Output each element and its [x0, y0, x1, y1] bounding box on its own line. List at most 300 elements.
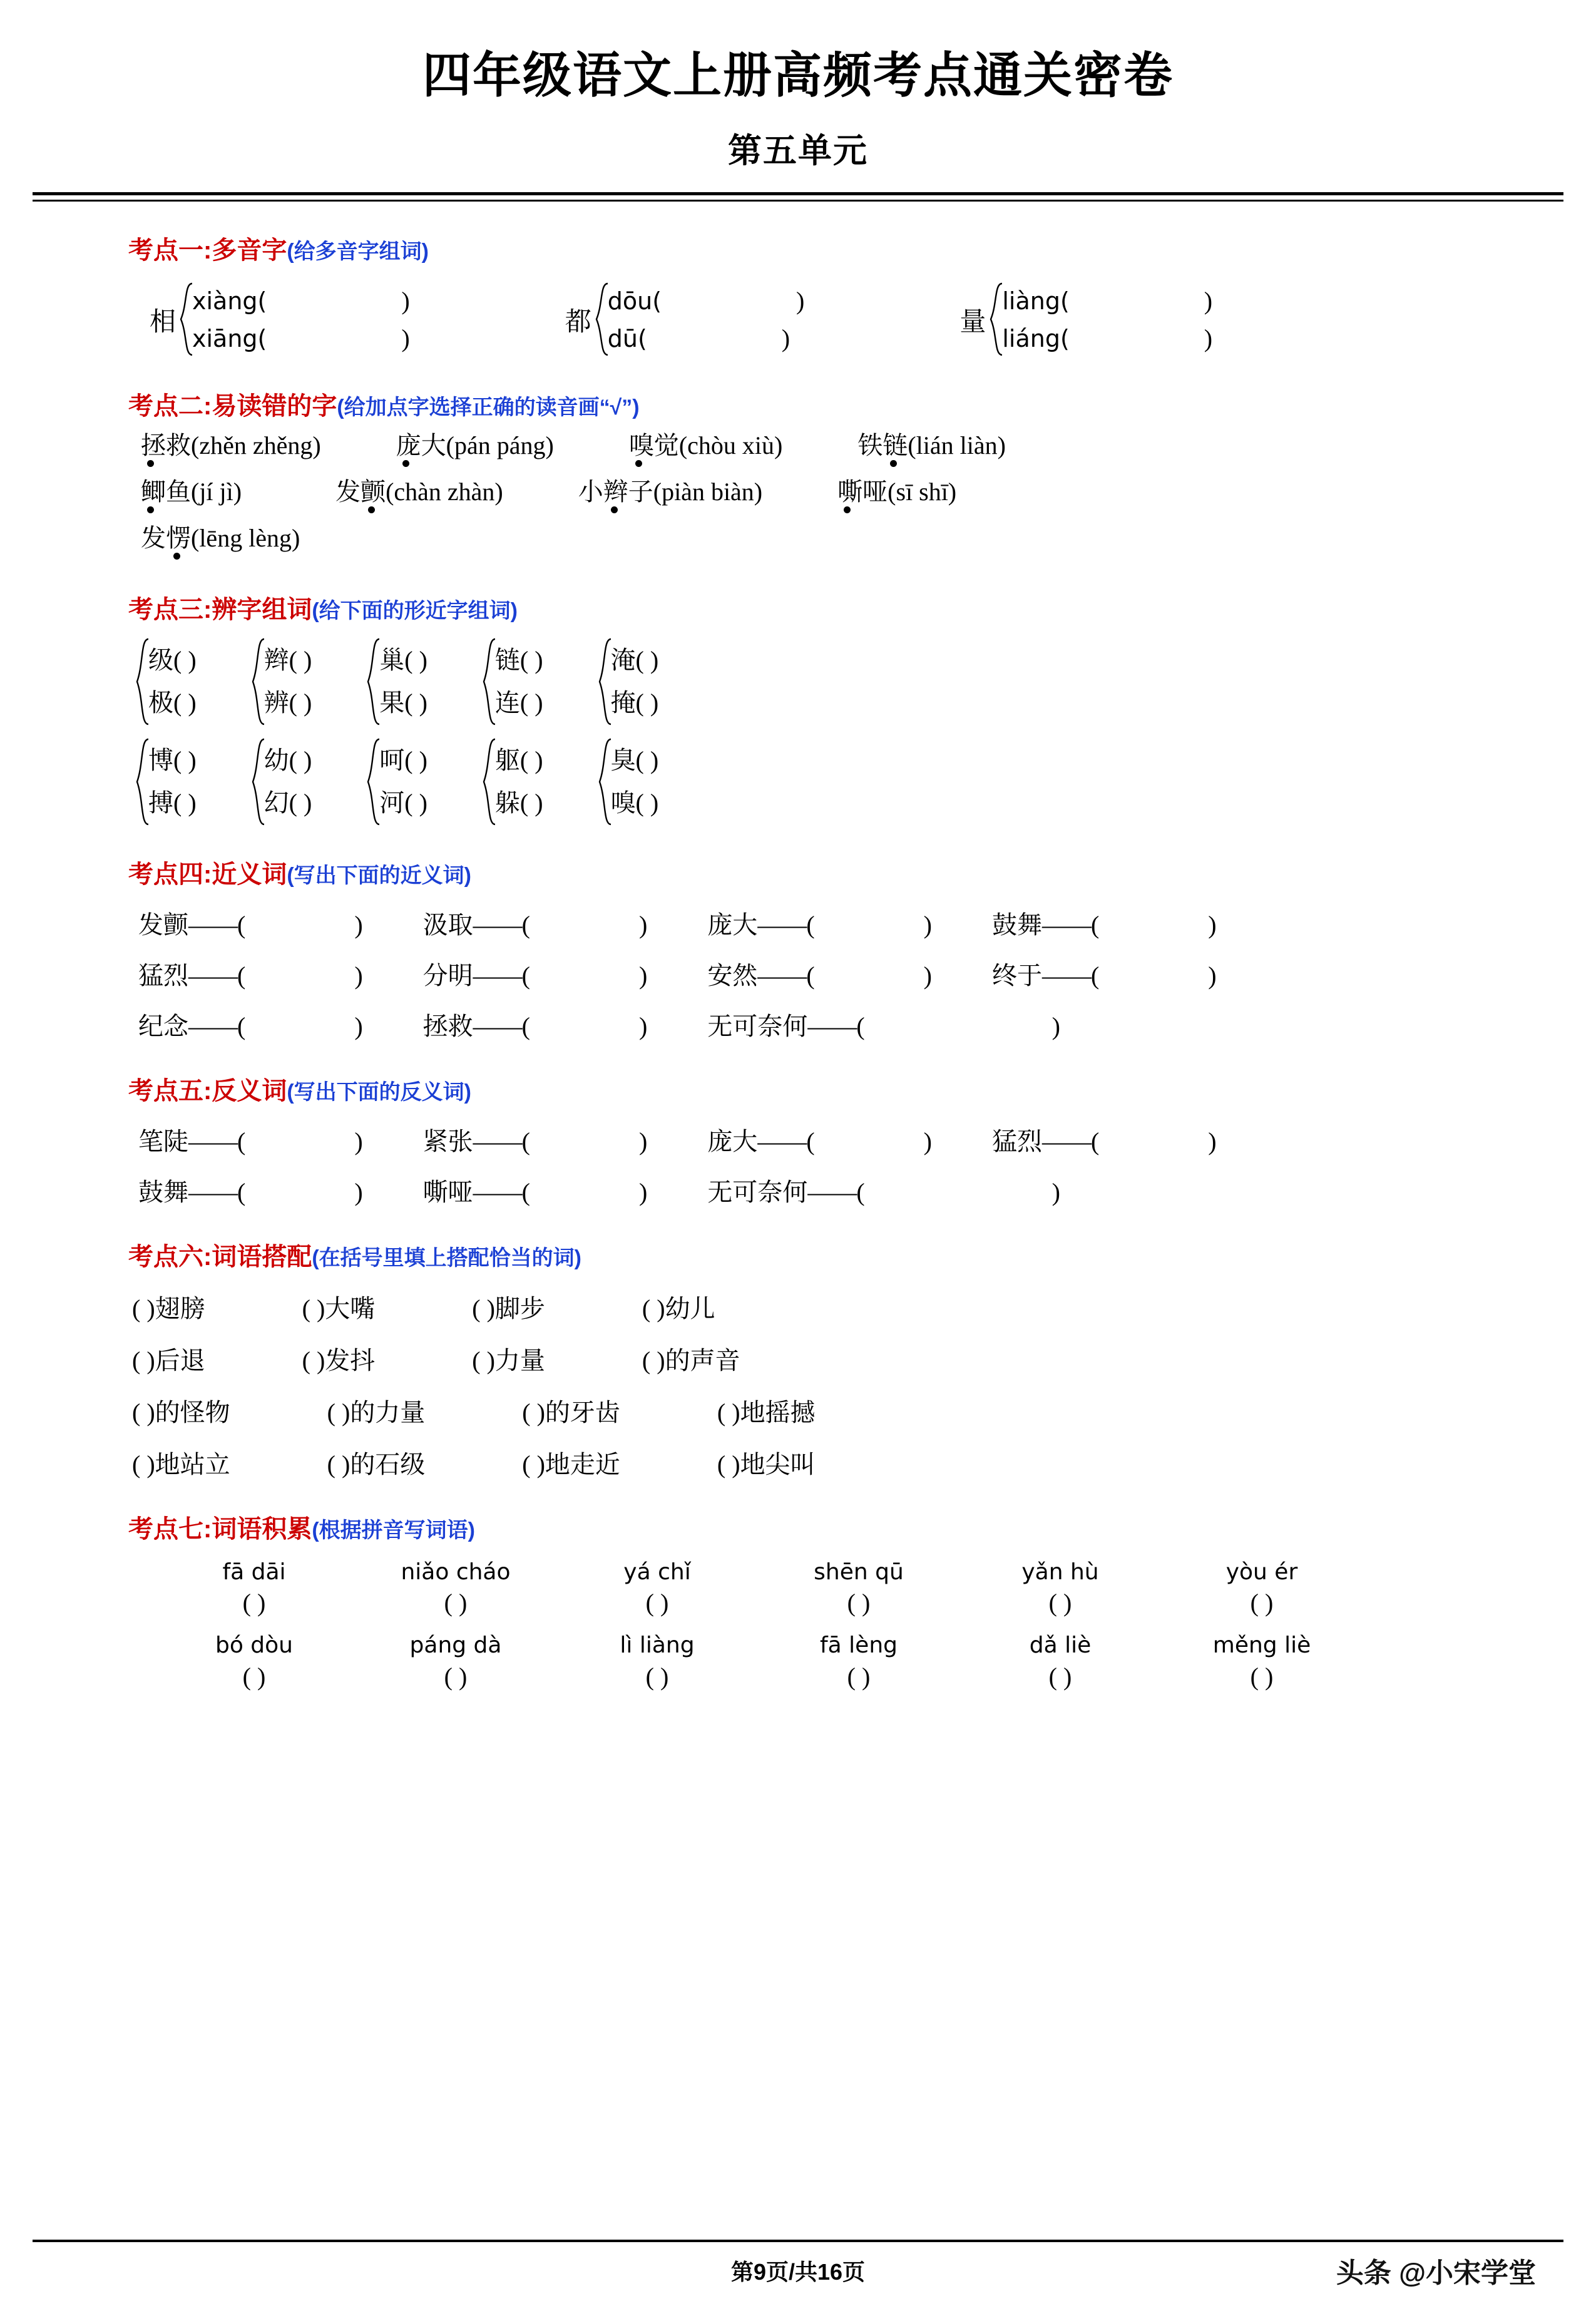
collocation-item[interactable] [472, 1341, 545, 1376]
collocation-word: 的石级 [350, 1450, 426, 1479]
pinyin-label: dōu( [607, 287, 662, 315]
section-3-hint: (给下面的形近字组词) [312, 599, 518, 623]
fanyici-rows [128, 1122, 1528, 1208]
emphasis-dot-icon [147, 506, 154, 513]
term-word: 发颤 [138, 911, 188, 940]
yiducuo-item[interactable] [141, 479, 242, 515]
answer-blank[interactable]: ) [638, 911, 648, 940]
bianzi-line-bottom[interactable]: 连( ) [494, 689, 543, 717]
answer-blank[interactable]: ( ) [847, 1589, 871, 1617]
curly-brace [597, 738, 611, 826]
emphasis-dot-icon [635, 460, 642, 467]
section-2-header [128, 386, 1528, 422]
bianzi-line-top[interactable]: 淹( ) [610, 646, 659, 675]
page-number: 第9页/共16页 [730, 2258, 866, 2285]
duoyinzi-line-top [192, 282, 410, 320]
answer-blank[interactable]: ) [638, 1127, 648, 1156]
collocation-item[interactable] [132, 1393, 230, 1428]
bianzi-line-top[interactable]: 链( ) [494, 646, 543, 675]
bianzi-line-top[interactable]: 博( ) [148, 746, 197, 775]
term-connector: ——( [188, 911, 245, 940]
curly-brace [178, 282, 192, 357]
term-item[interactable] [992, 905, 1217, 941]
yiducuo-word: 发颤 [335, 478, 386, 506]
pinyin-label: liàng( [1002, 287, 1070, 315]
term-connector: ——( [1041, 911, 1099, 940]
collocation-item[interactable] [132, 1445, 230, 1480]
answer-blank[interactable]: ) [1208, 911, 1217, 940]
answer-blank[interactable]: ) [638, 961, 648, 990]
collocation-word: 发抖 [325, 1346, 376, 1375]
term-item[interactable] [423, 1172, 648, 1208]
term-word: 安然 [707, 961, 758, 990]
answer-blank[interactable]: ) [1051, 1012, 1060, 1041]
collocation-word: 地摇撼 [740, 1398, 816, 1427]
ciyu-jilei-rows [153, 1559, 1528, 1691]
title-block [0, 0, 1596, 172]
term-item[interactable] [138, 905, 363, 941]
term-item[interactable] [138, 1007, 363, 1042]
yiducuo-options: (lēng lèng) [191, 524, 300, 553]
curly-brace [250, 738, 264, 826]
yiducuo-options: (jí jì) [191, 478, 242, 506]
duoyinzi-line-top [608, 282, 805, 320]
collocation-item[interactable] [302, 1341, 376, 1376]
answer-blank[interactable]: ( ) [645, 1589, 669, 1617]
pinyin-label: xiāng( [192, 325, 267, 353]
collocation-item[interactable] [717, 1445, 816, 1480]
pinyin-row [153, 1632, 1528, 1659]
term-connector: ——( [473, 1178, 529, 1207]
answer-blank[interactable]: ( ) [132, 1450, 155, 1479]
yiducuo-options: (lián liàn) [908, 431, 1006, 460]
collocation-item[interactable] [132, 1289, 205, 1325]
collocation-item[interactable] [522, 1393, 620, 1428]
term-item[interactable] [423, 1007, 648, 1042]
bianzi-pair-group [135, 738, 197, 826]
curly-brace [135, 738, 148, 826]
answer-blank[interactable]: ) [1208, 1127, 1217, 1156]
term-item[interactable] [707, 956, 932, 991]
bianzi-line-bottom[interactable]: 辨( ) [263, 689, 312, 717]
pinyin-label: bó dòu [215, 1632, 293, 1659]
collocation-word: 地走近 [545, 1450, 620, 1479]
section-2-label: 考点二:易读错的字 [128, 392, 337, 421]
answer-blank[interactable]: ( ) [1048, 1589, 1072, 1617]
term-row [138, 956, 1528, 991]
collocation-word: 的怪物 [155, 1398, 230, 1427]
yiducuo-options: (zhěn zhěng) [191, 431, 321, 460]
term-connector: ——( [1041, 1127, 1099, 1156]
curly-brace [597, 638, 611, 725]
bianzi-pair-group [481, 738, 543, 826]
term-word: 庞大 [707, 1127, 758, 1156]
term-word: 猛烈 [138, 961, 188, 990]
yiducuo-item[interactable] [857, 433, 1006, 468]
bianzi-line-top[interactable]: 巢( ) [379, 646, 427, 675]
yiducuo-word: 嘶哑 [837, 478, 888, 506]
yiducuo-item[interactable] [837, 479, 956, 515]
term-connector: ——( [757, 1127, 814, 1156]
collocation-word: 后退 [155, 1346, 205, 1375]
bianzi-line-bottom[interactable]: 极( ) [148, 689, 197, 717]
bianzi-pair [148, 639, 197, 724]
bianzi-pair [379, 739, 427, 824]
curly-brace [481, 738, 495, 826]
answer-blank[interactable]: ( ) [472, 1346, 495, 1375]
collocation-item[interactable] [717, 1393, 816, 1428]
collocation-row [132, 1341, 1528, 1376]
answer-blank[interactable]: ) [1208, 961, 1217, 990]
term-row [138, 905, 1528, 941]
answer-blank[interactable]: ) [1051, 1178, 1060, 1207]
emphasis-dot-icon [890, 460, 897, 467]
duoyinzi-group [150, 282, 410, 357]
collocation-word: 的力量 [350, 1398, 426, 1427]
answer-blank[interactable]: ) [638, 1012, 648, 1041]
collocation-item[interactable] [522, 1445, 620, 1480]
term-connector: ——( [757, 911, 814, 940]
collocation-item[interactable] [642, 1289, 715, 1325]
answer-blank[interactable]: ( ) [717, 1450, 740, 1479]
answer-blank[interactable]: ) [781, 324, 790, 353]
answer-blank[interactable]: ( ) [132, 1398, 155, 1427]
bianzi-line-top[interactable]: 级( ) [148, 646, 197, 675]
answer-blank[interactable]: ( ) [132, 1346, 155, 1375]
term-connector: ——( [473, 1127, 529, 1156]
yiducuo-word: 庞大 [396, 431, 446, 460]
term-word: 猛烈 [991, 1127, 1042, 1156]
answer-blank[interactable]: ( ) [242, 1589, 266, 1617]
section-6-hint: (在括号里填上搭配恰当的词) [312, 1246, 581, 1271]
answer-blank[interactable]: ) [923, 1127, 932, 1156]
term-word: 终于 [991, 961, 1042, 990]
answer-blank[interactable]: ( ) [302, 1346, 325, 1375]
curly-brace-icon [594, 282, 610, 356]
section-2-hint: (给加点字选择正确的读音画“√”) [337, 396, 640, 420]
duoyinzi-character: 都 [565, 308, 591, 337]
bianzi-pair [264, 639, 312, 724]
section-3-header [128, 590, 1528, 625]
term-word: 无可奈何 [707, 1012, 808, 1041]
collocation-item[interactable] [327, 1393, 426, 1428]
pinyin-label: páng dà [409, 1632, 502, 1659]
answer-blank[interactable]: ) [638, 1178, 648, 1207]
term-connector: ——( [473, 961, 529, 990]
collocation-word: 的牙齿 [545, 1398, 620, 1427]
answer-blank[interactable]: ( ) [444, 1662, 468, 1691]
curly-brace-icon [988, 282, 1005, 356]
pinyin-label: shēn qū [814, 1559, 904, 1586]
answer-blank[interactable]: ) [401, 287, 410, 315]
yiducuo-word: 鲫鱼 [141, 478, 191, 506]
curly-brace-icon [366, 738, 382, 826]
answer-blank[interactable]: ) [354, 1012, 363, 1041]
duoyinzi-group [565, 282, 805, 357]
pinyin-label: dǎ liè [1029, 1632, 1092, 1659]
term-item[interactable] [423, 905, 648, 941]
bianzi-pair [611, 639, 659, 724]
term-connector: ——( [807, 1012, 864, 1041]
collocation-item[interactable] [642, 1341, 740, 1376]
term-word: 紧张 [422, 1127, 473, 1156]
yiducuo-word: 嗅觉 [628, 431, 679, 460]
answer-blank[interactable]: ) [354, 911, 363, 940]
collocation-word: 力量 [494, 1346, 545, 1375]
answer-blank[interactable]: ) [1204, 324, 1213, 353]
answer-blank[interactable]: ( ) [327, 1450, 350, 1479]
collocation-word: 翅膀 [155, 1294, 205, 1323]
section-3-label: 考点三:辨字组词 [128, 596, 312, 624]
pinyin-answer-row [153, 1662, 1528, 1692]
answer-blank[interactable]: ( ) [645, 1662, 669, 1691]
answer-blank[interactable]: ( ) [302, 1294, 325, 1323]
term-item[interactable] [138, 1172, 363, 1208]
bianzi-pair-group [597, 638, 659, 725]
emphasis-dot-icon [844, 506, 851, 513]
term-connector: ——( [473, 1012, 529, 1041]
yiducuo-row [141, 433, 1528, 468]
duoyinzi-line-bottom [192, 320, 410, 357]
footer-divider [33, 2240, 1563, 2242]
section-5-label: 考点五:反义词 [128, 1077, 287, 1105]
curly-brace [481, 638, 495, 725]
term-item[interactable] [138, 956, 363, 991]
answer-blank[interactable]: ) [923, 911, 932, 940]
answer-blank[interactable]: ( ) [522, 1398, 545, 1427]
term-word: 无可奈何 [707, 1178, 808, 1207]
bianzi-pair-group [250, 638, 312, 725]
bianzi-pair-group [135, 638, 197, 725]
answer-blank[interactable]: ( ) [642, 1346, 665, 1375]
section-6-header [128, 1237, 1528, 1273]
bianzi-line-top[interactable]: 辫( ) [263, 646, 312, 675]
yiducuo-item[interactable] [335, 479, 503, 515]
term-row [138, 1007, 1528, 1042]
section-1-header [128, 230, 1528, 266]
term-word: 笔陡 [138, 1127, 188, 1156]
answer-blank[interactable]: ) [1204, 287, 1213, 315]
section-6-label: 考点六:词语搭配 [128, 1243, 312, 1271]
answer-blank[interactable]: ( ) [472, 1294, 495, 1323]
term-connector: ——( [188, 961, 245, 990]
answer-blank[interactable]: ( ) [522, 1450, 545, 1479]
answer-blank[interactable]: ( ) [717, 1398, 740, 1427]
yiducuo-item[interactable] [629, 433, 783, 468]
yiducuo-item[interactable] [578, 479, 762, 515]
term-word: 鼓舞 [991, 911, 1042, 940]
answer-blank[interactable]: ( ) [444, 1589, 468, 1617]
curly-brace-icon [597, 638, 613, 725]
answer-blank[interactable]: ) [354, 1178, 363, 1207]
section-4-header [128, 854, 1528, 890]
bianzi-line-top[interactable]: 臭( ) [610, 746, 659, 775]
bianzi-pair [148, 739, 197, 824]
term-row [138, 1122, 1528, 1157]
bianzi-line-bottom[interactable]: 掩( ) [610, 689, 659, 717]
duoyinzi-character: 量 [959, 308, 986, 337]
term-item[interactable] [992, 1122, 1217, 1157]
answer-blank[interactable]: ) [401, 324, 410, 353]
bianzi-pair-group [366, 638, 427, 725]
pinyin-label: měng liè [1212, 1632, 1311, 1659]
term-connector: ——( [188, 1178, 245, 1207]
pinyin-label: yòu ér [1225, 1559, 1298, 1586]
curly-brace-icon [481, 738, 498, 826]
bianzi-pair-group [481, 638, 543, 725]
bianzi-line-bottom[interactable]: 躲( ) [494, 789, 543, 817]
curly-brace-icon [135, 638, 151, 725]
answer-blank[interactable]: ( ) [1048, 1662, 1072, 1691]
pinyin-row [153, 1559, 1528, 1586]
yiducuo-row [141, 479, 1528, 515]
duoyinzi-group-list [150, 282, 1528, 357]
curly-brace [594, 282, 608, 357]
bianzi-pair [495, 739, 543, 824]
term-item[interactable] [707, 905, 932, 941]
page-subtitle: 第五单元 [728, 132, 868, 170]
yiducuo-options: (chòu xiù) [678, 431, 783, 460]
section-7-header [128, 1509, 1528, 1545]
emphasis-dot-icon [173, 553, 180, 560]
term-word: 汲取 [422, 911, 473, 940]
term-item[interactable] [707, 1122, 932, 1157]
curly-brace [366, 738, 379, 826]
yiducuo-word: 发愣 [141, 524, 191, 553]
bianzi-line-bottom[interactable]: 搏( ) [148, 789, 197, 817]
answer-blank[interactable]: ) [354, 1127, 363, 1156]
curly-brace-icon [366, 638, 382, 725]
answer-blank[interactable]: ( ) [642, 1294, 665, 1323]
collocation-item[interactable] [327, 1445, 426, 1480]
duoyinzi-lines [608, 282, 805, 357]
duoyinzi-line-bottom [1002, 320, 1212, 357]
collocation-item[interactable] [472, 1289, 545, 1325]
pinyin-label: fā lèng [820, 1632, 898, 1659]
section-4-label: 考点四:近义词 [128, 861, 287, 889]
collocation-item[interactable] [132, 1341, 205, 1376]
term-connector: ——( [807, 1178, 864, 1207]
yiducuo-word: 铁链 [857, 431, 908, 460]
collocation-word: 的声音 [665, 1346, 740, 1375]
bianzi-line-bottom[interactable]: 河( ) [379, 789, 427, 817]
answer-blank[interactable]: ) [354, 961, 363, 990]
answer-blank[interactable]: ( ) [132, 1294, 155, 1323]
yiducuo-row [141, 526, 1528, 561]
section-4-hint: (写出下面的近义词) [287, 864, 471, 888]
pinyin-label: lì liàng [620, 1632, 695, 1659]
answer-blank[interactable]: ( ) [1250, 1662, 1274, 1691]
answer-blank[interactable]: ( ) [847, 1662, 871, 1691]
curly-brace [988, 282, 1002, 357]
bianzi-pair [495, 639, 543, 724]
bianzi-row [135, 738, 1528, 826]
bianzi-pair [264, 739, 312, 824]
bianzi-pair [379, 639, 427, 724]
term-word: 鼓舞 [138, 1178, 188, 1207]
collocation-row [132, 1393, 1528, 1428]
answer-blank[interactable]: ( ) [242, 1662, 266, 1691]
answer-blank[interactable]: ) [923, 961, 932, 990]
duoyinzi-lines [192, 282, 410, 357]
section-1-label: 考点一:多音字 [128, 237, 287, 265]
bianzi-zuci-grid [128, 638, 1528, 826]
term-item[interactable] [138, 1122, 363, 1157]
collocation-item[interactable] [302, 1289, 376, 1325]
page-title: 四年级语文上册高频考点通关密卷 [422, 48, 1174, 103]
term-item[interactable] [423, 956, 648, 991]
term-item[interactable] [992, 956, 1217, 991]
bianzi-line-bottom[interactable]: 嗅( ) [610, 789, 659, 817]
duoyinzi-group [959, 282, 1212, 357]
curly-brace-icon [250, 738, 267, 826]
bianzi-pair-group [597, 738, 659, 826]
term-word: 庞大 [707, 911, 758, 940]
term-connector: ——( [473, 911, 529, 940]
jinyici-rows [128, 905, 1528, 1042]
answer-blank[interactable]: ( ) [327, 1398, 350, 1427]
term-word: 拯救 [422, 1012, 473, 1041]
bianzi-line-bottom[interactable]: 幻( ) [263, 789, 312, 817]
section-5-header [128, 1071, 1528, 1107]
yiducuo-options: (sī shī) [888, 478, 957, 506]
term-word: 嘶哑 [422, 1178, 473, 1207]
collocation-word: 脚步 [494, 1294, 545, 1323]
emphasis-dot-icon [611, 506, 618, 513]
term-item[interactable] [707, 1007, 1060, 1042]
curly-brace-icon [135, 738, 151, 826]
section-1-hint: (给多音字组词) [287, 240, 429, 264]
curly-brace [250, 638, 264, 725]
bianzi-pair [611, 739, 659, 824]
bianzi-line-top[interactable]: 呵( ) [379, 746, 427, 775]
term-item[interactable] [423, 1122, 648, 1157]
term-word: 纪念 [138, 1012, 188, 1041]
collocation-row [132, 1445, 1528, 1480]
bianzi-line-top[interactable]: 幼( ) [263, 746, 312, 775]
duoyinzi-lines [1002, 282, 1212, 357]
yiducuo-word: 小辫子 [578, 478, 653, 506]
curly-brace-icon [178, 282, 195, 356]
bianzi-line-top[interactable]: 躯( ) [494, 746, 543, 775]
yiducuo-item[interactable] [141, 433, 321, 468]
pinyin-answer-row [153, 1588, 1528, 1618]
collocation-word: 幼儿 [665, 1294, 715, 1323]
emphasis-dot-icon [402, 460, 409, 467]
answer-blank[interactable]: ( ) [1250, 1589, 1274, 1617]
emphasis-dot-icon [368, 506, 375, 513]
emphasis-dot-icon [147, 460, 154, 467]
header-divider [33, 192, 1563, 202]
curly-brace [135, 638, 148, 725]
curly-brace-icon [597, 738, 613, 826]
ciyu-dapei-rows [128, 1289, 1528, 1480]
yiducuo-rows [128, 433, 1528, 561]
yiducuo-options: (chàn zhàn) [386, 478, 503, 506]
term-connector: ——( [1041, 961, 1099, 990]
duoyinzi-line-top [1002, 282, 1212, 320]
collocation-word: 大嘴 [325, 1294, 376, 1323]
bianzi-line-bottom[interactable]: 果( ) [379, 689, 427, 717]
bianzi-pair-group [250, 738, 312, 826]
yiducuo-item[interactable] [141, 526, 300, 561]
collocation-word: 地站立 [155, 1450, 230, 1479]
term-item[interactable] [707, 1172, 1060, 1208]
term-connector: ——( [757, 961, 814, 990]
yiducuo-item[interactable] [396, 433, 554, 468]
yiducuo-word: 拯救 [141, 431, 191, 460]
answer-blank[interactable]: ) [796, 287, 805, 315]
